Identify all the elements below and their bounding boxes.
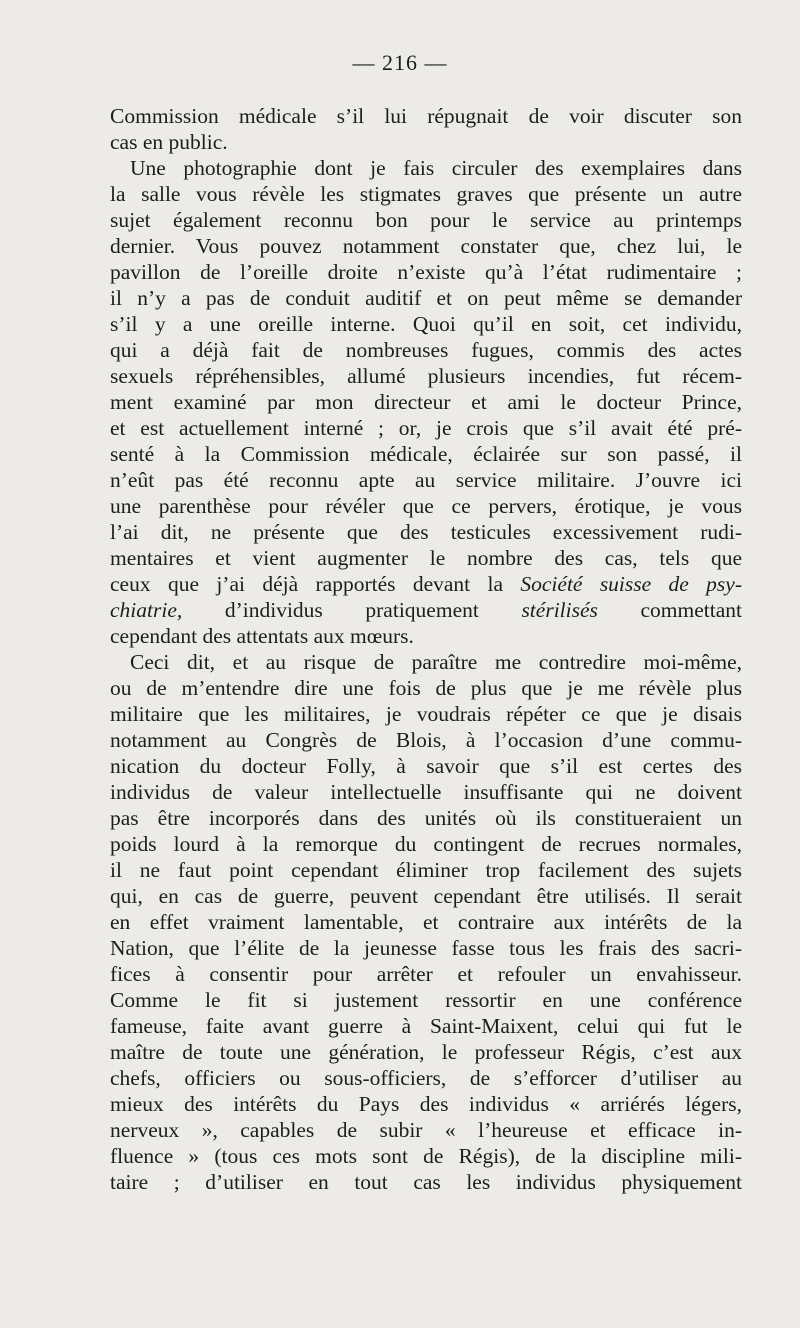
text-line-32: en effet vraiment lamentable, et contraire aux intérêts de la <box>110 910 742 934</box>
text-line-36: fameuse, faite avant guerre à Saint-Maixent, celui qui fut le <box>110 1014 742 1038</box>
text-line-40: nerveux », capables de subir « l’heureuse et efficace in- <box>110 1118 742 1142</box>
paragraph-group-b <box>110 623 742 1195</box>
text-line-12: ment examiné par mon directeur et ami le docteur Prince, <box>110 390 742 414</box>
text-line-19-roman: ceux que j’ai déjà rapportés devant la <box>110 572 521 596</box>
text-line-34: fices à consentir pour arrêter et refouler un envahisseur. <box>110 962 742 986</box>
text-line-13: et est actuellement interné ; or, je crois que s’il avait été pré- <box>110 416 742 440</box>
text-line-20-italic-1: chiatrie, <box>110 598 183 622</box>
text-line-6: dernier. Vous pouvez notamment constater que, chez lui, le <box>110 234 742 258</box>
text-line-20 <box>110 597 742 623</box>
paragraph-group-a <box>110 103 742 571</box>
text-line-29: poids lourd à la remorque du contingent de recrues normales, <box>110 832 742 856</box>
text-line-14: senté à la Commission médicale, éclairée sur son passé, il <box>110 442 742 466</box>
text-line-10: qui a déjà fait de nombreuses fugues, commis des actes <box>110 338 742 362</box>
text-line-18: mentaires et vient augmenter le nombre des cas, tels que <box>110 546 742 570</box>
text-line-17: l’ai dit, ne présente que des testicules excessivement rudi- <box>110 520 742 544</box>
text-line-33: Nation, que l’élite de la jeunesse fasse tous les frais des sacri- <box>110 936 742 960</box>
text-line-41: fluence » (tous ces mots sont de Régis), de la discipline mili- <box>110 1144 742 1168</box>
text-line-2: cas en public. <box>110 130 228 154</box>
body-text <box>110 103 742 1195</box>
text-line-8: il n’y a pas de conduit auditif et on peut même se demander <box>110 286 742 310</box>
text-line-42: taire ; d’utiliser en tout cas les individus physiquement <box>110 1170 742 1194</box>
text-line-20-italic-2: stérilisés <box>521 598 598 622</box>
text-line-5: sujet également reconnu bon pour le service au printemps <box>110 208 742 232</box>
text-line-7: pavillon de l’oreille droite n’existe qu’à l’état rudimentaire ; <box>110 260 742 284</box>
text-line-9: s’il y a une oreille interne. Quoi qu’il en soit, cet individu, <box>110 312 742 336</box>
text-line-19 <box>110 571 742 597</box>
text-line-4: la salle vous révèle les stigmates graves que présente un autre <box>110 182 742 206</box>
text-line-24: militaire que les militaires, je voudrais répéter ce que je disais <box>110 702 742 726</box>
text-line-20-roman-1: d’individus pratiquement <box>182 598 522 622</box>
text-line-20-roman-2: commettant <box>597 598 742 622</box>
text-line-30: il ne faut point cependant éliminer trop facilement des sujets <box>110 858 742 882</box>
text-line-38: chefs, officiers ou sous-officiers, de s’efforcer d’utiliser au <box>110 1066 742 1090</box>
page-number: — 216 — <box>352 50 448 75</box>
text-line-27: individus de valeur intellectuelle insuffisante qui ne doivent <box>110 780 742 804</box>
text-line-26: nication du docteur Folly, à savoir que s’il est certes des <box>110 754 742 778</box>
text-line-21: cependant des attentats aux mœurs. <box>110 624 414 648</box>
text-line-15: n’eût pas été reconnu apte au service militaire. J’ouvre ici <box>110 468 742 492</box>
text-line-1: Commission médicale s’il lui répugnait de voir discuter son <box>110 104 742 128</box>
text-line-23: ou de m’entendre dire une fois de plus que je me révèle plus <box>110 676 742 700</box>
text-line-28: pas être incorporés dans des unités où ils constitueraient un <box>110 806 742 830</box>
text-line-35: Comme le fit si justement ressortir en une conférence <box>110 988 742 1012</box>
text-line-16: une parenthèse pour révéler que ce pervers, érotique, je vous <box>110 494 742 518</box>
text-line-31: qui, en cas de guerre, peuvent cependant être utilisés. Il serait <box>110 884 742 908</box>
text-line-25: notamment au Congrès de Blois, à l’occasion d’une commu- <box>110 728 742 752</box>
text-line-39: mieux des intérêts du Pays des individus « arriérés légers, <box>110 1092 742 1116</box>
text-line-22: Ceci dit, et au risque de paraître me contredire moi-même, <box>130 650 742 674</box>
text-line-37: maître de toute une génération, le professeur Régis, c’est aux <box>110 1040 742 1064</box>
text-line-3: Une photographie dont je fais circuler des exemplaires dans <box>130 156 742 180</box>
text-line-19-italic: Société suisse de psy- <box>520 572 743 596</box>
text-line-11: sexuels répréhensibles, allumé plusieurs incendies, fut récem- <box>110 364 742 388</box>
